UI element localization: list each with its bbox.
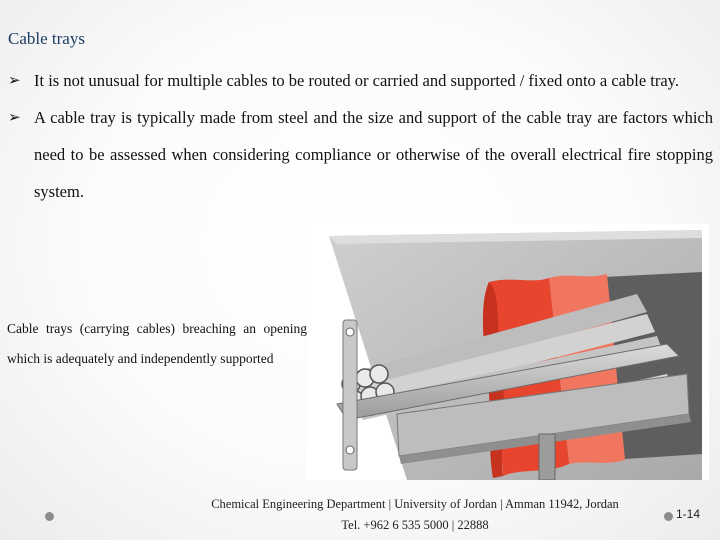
bullet-text: It is not unusual for multiple cables to be routed or carried and supported / fixed onto a cable tray. — [34, 71, 679, 90]
footer-line-2: Tel. +962 6 535 5000 | 22888 — [341, 518, 489, 532]
slide-title: Cable trays — [8, 29, 85, 48]
slide-number: 1-14 — [676, 507, 701, 521]
cable-tray-illustration — [307, 224, 709, 480]
image-caption: Cable trays (carrying cables) breaching an opening which is adequately and independently supported — [7, 321, 307, 366]
bullet-text: A cable tray is typically made from steel and the size and support of the cable tray are factors which need to be assessed when considering compliance or otherwise of the overall electrical fire stopping system. — [34, 108, 713, 201]
decorative-dot-left — [45, 512, 54, 521]
footer — [180, 494, 650, 536]
decorative-dot-right — [664, 512, 673, 521]
arrow-bullet-icon: ➢ — [8, 71, 21, 89]
bullet-item — [8, 62, 713, 99]
bullet-list — [8, 62, 713, 210]
arrow-bullet-icon: ➢ — [8, 108, 21, 126]
footer-line-1: Chemical Engineering Department | University of Jordan | Amman 11942, Jordan — [211, 497, 619, 511]
bullet-item — [8, 99, 713, 210]
support-strut — [539, 434, 555, 480]
cable-end — [370, 365, 388, 383]
